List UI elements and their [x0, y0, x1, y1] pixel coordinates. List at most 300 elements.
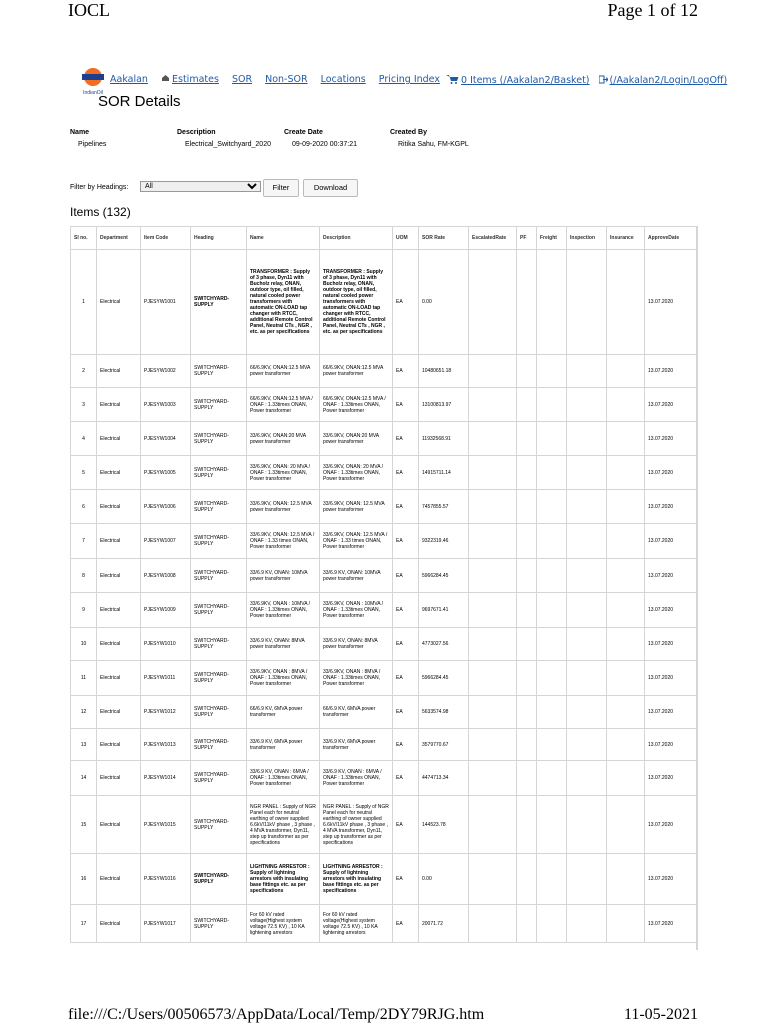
- cell-description: 33/6.9KV, ONAN: 12.5 MVA / ONAF : 1.33 times ONAN, Power transformer: [320, 524, 393, 559]
- cell-uom: EA: [393, 905, 419, 943]
- cell-description: 33/6.9 KV, ONAN: 8MVA power transformer: [320, 628, 393, 661]
- col-header-name: Name: [247, 227, 320, 250]
- cell-description: 66/6.9KV, ONAN:12.5 MVA power transformer: [320, 355, 393, 388]
- cell-department: Electrical: [97, 905, 141, 943]
- col-header-pf: PF: [517, 227, 537, 250]
- cell-item-code: PJESYW1017: [141, 905, 191, 943]
- cell-freight: [537, 456, 567, 490]
- cell-escalated-rate: [469, 559, 517, 593]
- cell-inspection: [567, 524, 607, 559]
- cell-escalated-rate: [469, 796, 517, 854]
- cell-department: Electrical: [97, 490, 141, 524]
- create-date-value: 09-09-2020 00:37:21: [292, 141, 357, 148]
- top-nav: [78, 66, 728, 96]
- col-header-uom: UOM: [393, 227, 419, 250]
- cell-sl-no: 7: [71, 524, 97, 559]
- cell-escalated-rate: [469, 854, 517, 905]
- print-header-page: Page 1 of 12: [607, 0, 698, 20]
- cell-sor-rate: 9322319.46: [419, 524, 469, 559]
- table-row: [71, 456, 697, 490]
- cell-item-code: PJESYW1016: [141, 854, 191, 905]
- cell-freight: [537, 250, 567, 355]
- table-right-edge: [696, 226, 698, 950]
- cell-sor-rate: 20071.72: [419, 905, 469, 943]
- cell-pf: [517, 696, 537, 729]
- col-header-department: Department: [97, 227, 141, 250]
- table-row: [71, 905, 697, 943]
- cell-inspection: [567, 905, 607, 943]
- cell-pf: [517, 729, 537, 761]
- cell-freight: [537, 355, 567, 388]
- cell-heading: SWITCHYARD-SUPPLY: [191, 250, 247, 355]
- name-label: Name: [70, 129, 90, 136]
- cell-insurance: [607, 854, 645, 905]
- logoff-link[interactable]: (/Aakalan2/Login/LogOff): [609, 75, 728, 86]
- cell-approve-date: 13.07.2020: [645, 422, 697, 456]
- cell-pf: [517, 559, 537, 593]
- cell-department: Electrical: [97, 729, 141, 761]
- cell-sor-rate: 144523.78: [419, 796, 469, 854]
- cell-department: Electrical: [97, 559, 141, 593]
- cell-uom: EA: [393, 422, 419, 456]
- col-header-sor-rate: SOR Rate: [419, 227, 469, 250]
- cell-sl-no: 6: [71, 490, 97, 524]
- table-body: [71, 250, 697, 943]
- cell-freight: [537, 490, 567, 524]
- cell-escalated-rate: [469, 388, 517, 422]
- cell-name: 66/6.9KV, ONAN:12.5 MVA / ONAF : 1.33times ONAN, Power transformer: [247, 388, 320, 422]
- cell-freight: [537, 593, 567, 628]
- cell-heading: SWITCHYARD-SUPPLY: [191, 490, 247, 524]
- cell-item-code: PJESYW1009: [141, 593, 191, 628]
- cell-insurance: [607, 593, 645, 628]
- cell-item-code: PJESYW1002: [141, 355, 191, 388]
- cell-name: 33/6.9KV, ONAN: 12.5 MVA / ONAF : 1.33 times ONAN, Power transformer: [247, 524, 320, 559]
- cell-item-code: PJESYW1013: [141, 729, 191, 761]
- cell-approve-date: 13.07.2020: [645, 593, 697, 628]
- cell-freight: [537, 696, 567, 729]
- cell-approve-date: 13.07.2020: [645, 250, 697, 355]
- indianoil-logo[interactable]: [78, 66, 108, 96]
- cell-sor-rate: 0.00: [419, 250, 469, 355]
- cell-sl-no: 16: [71, 854, 97, 905]
- cell-freight: [537, 388, 567, 422]
- table-row: [71, 559, 697, 593]
- cell-name: 33/6.9KV, ONAN : 10MVA / ONAF : 1.33times ONAN, Power transformer: [247, 593, 320, 628]
- cell-escalated-rate: [469, 761, 517, 796]
- cell-escalated-rate: [469, 456, 517, 490]
- cell-insurance: [607, 456, 645, 490]
- cell-insurance: [607, 761, 645, 796]
- nav-link-pricing-index[interactable]: Pricing Index: [378, 74, 440, 85]
- items-count-title: Items (132): [70, 205, 131, 219]
- cell-item-code: PJESYW1006: [141, 490, 191, 524]
- cell-uom: EA: [393, 490, 419, 524]
- cell-pf: [517, 854, 537, 905]
- cell-pf: [517, 388, 537, 422]
- cell-sl-no: 1: [71, 250, 97, 355]
- cell-escalated-rate: [469, 661, 517, 696]
- cell-sl-no: 14: [71, 761, 97, 796]
- cell-inspection: [567, 456, 607, 490]
- cell-name: TRANSFORMER : Supply of 3 phase, Dyn11 with Bucholz relay, ONAN, outdoor type, oil filled, natural cooled power transformers with automatic ON-LOAD tap changer with RTCC, additional Remote Control Panel, Neutral CTs , NGR , etc. as per specifications: [247, 250, 320, 355]
- cell-pf: [517, 524, 537, 559]
- cell-approve-date: 13.07.2020: [645, 761, 697, 796]
- cell-escalated-rate: [469, 355, 517, 388]
- col-header-inspection: Inspection: [567, 227, 607, 250]
- cell-sl-no: 15: [71, 796, 97, 854]
- cell-inspection: [567, 761, 607, 796]
- cell-insurance: [607, 905, 645, 943]
- cell-item-code: PJESYW1001: [141, 250, 191, 355]
- cell-sl-no: 13: [71, 729, 97, 761]
- cell-item-code: PJESYW1010: [141, 628, 191, 661]
- cell-insurance: [607, 524, 645, 559]
- cell-sor-rate: 11932568.91: [419, 422, 469, 456]
- cell-name: 66/6.9 KV, 6MVA power transformer: [247, 696, 320, 729]
- cell-name: For 60 kV rated voltage(Highest system voltage 72.5 KV) , 10 KA lightening arrestors: [247, 905, 320, 943]
- cell-approve-date: 13.07.2020: [645, 854, 697, 905]
- cell-insurance: [607, 628, 645, 661]
- print-footer: [0, 1006, 768, 1024]
- filter-label: Filter by Headings:: [70, 184, 129, 191]
- nav-link-estimates[interactable]: Estimates: [172, 74, 219, 85]
- cell-pf: [517, 593, 537, 628]
- cell-item-code: PJESYW1012: [141, 696, 191, 729]
- cell-insurance: [607, 696, 645, 729]
- cell-pf: [517, 905, 537, 943]
- create-date-label: Create Date: [284, 129, 323, 136]
- cell-escalated-rate: [469, 422, 517, 456]
- cell-pf: [517, 250, 537, 355]
- cell-approve-date: 13.07.2020: [645, 524, 697, 559]
- cell-sl-no: 2: [71, 355, 97, 388]
- cell-item-code: PJESYW1007: [141, 524, 191, 559]
- cell-name: 33/6.9KV, ONAN : 8MVA / ONAF : 1.33times ONAN, Power transformer: [247, 661, 320, 696]
- cell-sor-rate: 5966284.45: [419, 559, 469, 593]
- cell-uom: EA: [393, 661, 419, 696]
- cell-inspection: [567, 696, 607, 729]
- cell-approve-date: 13.07.2020: [645, 559, 697, 593]
- cell-approve-date: 13.07.2020: [645, 628, 697, 661]
- cell-inspection: [567, 250, 607, 355]
- cell-inspection: [567, 422, 607, 456]
- cell-escalated-rate: [469, 729, 517, 761]
- cell-heading: SWITCHYARD-SUPPLY: [191, 661, 247, 696]
- table-row: [71, 729, 697, 761]
- cell-approve-date: 13.07.2020: [645, 905, 697, 943]
- cell-sl-no: 12: [71, 696, 97, 729]
- col-header-description: Description: [320, 227, 393, 250]
- cell-insurance: [607, 661, 645, 696]
- nav-link-non-sor[interactable]: Non-SOR: [265, 74, 308, 85]
- name-value: Pipelines: [78, 141, 107, 148]
- table-row: [71, 854, 697, 905]
- col-header-insurance: Insurance: [607, 227, 645, 250]
- cell-heading: SWITCHYARD-SUPPLY: [191, 905, 247, 943]
- table-row: [71, 490, 697, 524]
- cell-name: 33/6.9KV, ONAN: 12.5 MVA power transformer: [247, 490, 320, 524]
- cell-sl-no: 9: [71, 593, 97, 628]
- table-row: [71, 422, 697, 456]
- cell-insurance: [607, 250, 645, 355]
- cell-department: Electrical: [97, 661, 141, 696]
- col-header-escalated-rate: EscalatedRate: [469, 227, 517, 250]
- table-row: [71, 696, 697, 729]
- cell-escalated-rate: [469, 250, 517, 355]
- cell-department: Electrical: [97, 388, 141, 422]
- table-row: [71, 524, 697, 559]
- cell-sor-rate: 4474713.34: [419, 761, 469, 796]
- cell-uom: EA: [393, 796, 419, 854]
- cell-insurance: [607, 796, 645, 854]
- cell-freight: [537, 729, 567, 761]
- cell-description: 66/6.9KV, ONAN:12.5 MVA / ONAF : 1.33times ONAN, Power transformer: [320, 388, 393, 422]
- cell-department: Electrical: [97, 355, 141, 388]
- created-by-value: Ritika Sahu, FM-KGPL: [398, 141, 469, 148]
- cell-name: LIGHTNING ARRESTOR : Supply of lightning arrestors with insulating base fittings etc. as per specifications: [247, 854, 320, 905]
- user-links: [446, 74, 733, 87]
- cell-description: 33/6.9KV, ONAN: 20 MVA / ONAF : 1.33times ONAN, Power transformer: [320, 456, 393, 490]
- print-footer-date: 11-05-2021: [623, 1006, 698, 1023]
- cell-pf: [517, 490, 537, 524]
- cell-approve-date: 13.07.2020: [645, 388, 697, 422]
- cell-uom: EA: [393, 854, 419, 905]
- table-row: [71, 761, 697, 796]
- cell-approve-date: 13.07.2020: [645, 490, 697, 524]
- col-header-item-code: Item Code: [141, 227, 191, 250]
- cell-description: 33/6.9KV, ONAN : 10MVA / ONAF : 1.33times ONAN, Power transformer: [320, 593, 393, 628]
- cell-heading: SWITCHYARD-SUPPLY: [191, 761, 247, 796]
- scale-icon: [161, 74, 170, 85]
- table-row: [71, 355, 697, 388]
- col-header-sl-no: Sl no.: [71, 227, 97, 250]
- cell-uom: EA: [393, 593, 419, 628]
- cell-approve-date: 13.07.2020: [645, 729, 697, 761]
- cell-freight: [537, 628, 567, 661]
- cell-heading: SWITCHYARD-SUPPLY: [191, 696, 247, 729]
- cell-name: 33/6.9 KV, ONAN : 6MVA / ONAF : 1.33times ONAN, Power transformer: [247, 761, 320, 796]
- cell-pf: [517, 628, 537, 661]
- cell-inspection: [567, 593, 607, 628]
- print-header: [0, 0, 768, 22]
- cell-description: 33/6.9KV, ONAN : 8MVA / ONAF : 1.33times ONAN, Power transformer: [320, 661, 393, 696]
- cell-sor-rate: 13100813.97: [419, 388, 469, 422]
- cell-insurance: [607, 559, 645, 593]
- cell-description: NGR PANEL : Supply of NGR Panel each for neutral earthing of owner supplied 6.6kV/11kV phase , 3 phase , 4 MVA transformer, Dyn11, step up transformer as per specifications: [320, 796, 393, 854]
- cell-sl-no: 17: [71, 905, 97, 943]
- cell-heading: SWITCHYARD-SUPPLY: [191, 854, 247, 905]
- cell-name: 66/6.9KV, ONAN:12.5 MVA power transformer: [247, 355, 320, 388]
- cell-uom: EA: [393, 355, 419, 388]
- cell-item-code: PJESYW1004: [141, 422, 191, 456]
- cell-heading: SWITCHYARD-SUPPLY: [191, 559, 247, 593]
- cell-heading: SWITCHYARD-SUPPLY: [191, 524, 247, 559]
- cell-sor-rate: 0.00: [419, 854, 469, 905]
- cell-pf: [517, 355, 537, 388]
- cell-uom: EA: [393, 524, 419, 559]
- cell-pf: [517, 661, 537, 696]
- cell-item-code: PJESYW1014: [141, 761, 191, 796]
- col-header-approve-date: ApproveDate: [645, 227, 697, 250]
- cell-pf: [517, 456, 537, 490]
- created-by-label: Created By: [390, 129, 427, 136]
- cell-department: Electrical: [97, 456, 141, 490]
- cell-inspection: [567, 628, 607, 661]
- cell-uom: EA: [393, 628, 419, 661]
- table-row: [71, 796, 697, 854]
- cell-name: 33/6.9 KV, 6MVA power transformer: [247, 729, 320, 761]
- cell-inspection: [567, 490, 607, 524]
- cell-escalated-rate: [469, 524, 517, 559]
- cell-uom: EA: [393, 729, 419, 761]
- cell-pf: [517, 422, 537, 456]
- cell-inspection: [567, 661, 607, 696]
- cell-name: 33/6.9 KV, ONAN: 10MVA power transformer: [247, 559, 320, 593]
- cell-freight: [537, 796, 567, 854]
- cell-sl-no: 10: [71, 628, 97, 661]
- cell-sor-rate: 7457855.57: [419, 490, 469, 524]
- cell-department: Electrical: [97, 524, 141, 559]
- cell-inspection: [567, 388, 607, 422]
- cell-escalated-rate: [469, 628, 517, 661]
- cell-escalated-rate: [469, 490, 517, 524]
- cell-heading: SWITCHYARD-SUPPLY: [191, 355, 247, 388]
- logoff-icon: [599, 75, 608, 87]
- cell-uom: EA: [393, 696, 419, 729]
- print-footer-path: file:///C:/Users/00506573/AppData/Local/Temp/2DY79RJG.htm: [68, 1006, 485, 1023]
- cell-freight: [537, 854, 567, 905]
- cell-name: 33/6.9KV, ONAN:20 MVA power transformer: [247, 422, 320, 456]
- cell-department: Electrical: [97, 696, 141, 729]
- svg-text:IndianOil: IndianOil: [83, 90, 103, 96]
- nav-link-locations[interactable]: Locations: [320, 74, 366, 85]
- cell-department: Electrical: [97, 854, 141, 905]
- cell-approve-date: 13.07.2020: [645, 456, 697, 490]
- cell-approve-date: 13.07.2020: [645, 696, 697, 729]
- table-row: [71, 628, 697, 661]
- cell-pf: [517, 796, 537, 854]
- cell-heading: SWITCHYARD-SUPPLY: [191, 456, 247, 490]
- cell-escalated-rate: [469, 905, 517, 943]
- cell-sl-no: 4: [71, 422, 97, 456]
- cell-sl-no: 11: [71, 661, 97, 696]
- cell-heading: SWITCHYARD-SUPPLY: [191, 422, 247, 456]
- cell-sor-rate: 10480651.18: [419, 355, 469, 388]
- cell-description: TRANSFORMER : Supply of 3 phase, Dyn11 with Bucholz relay, ONAN, outdoor type, oil filled, natural cooled power transformers with automatic ON-LOAD tap changer with RTCC, additional Remote Control Panel, Neutral CTs , NGR , etc. as per specifications: [320, 250, 393, 355]
- description-label: Description: [177, 129, 216, 136]
- cell-description: 66/6.9 KV, 6MVA power transformer: [320, 696, 393, 729]
- basket-link[interactable]: 0 Items (/Aakalan2/Basket): [461, 75, 590, 86]
- cell-inspection: [567, 355, 607, 388]
- col-header-heading: Heading: [191, 227, 247, 250]
- download-button[interactable]: Download: [303, 179, 358, 197]
- table-header-row: [71, 227, 697, 250]
- cell-freight: [537, 661, 567, 696]
- cell-uom: EA: [393, 761, 419, 796]
- cell-department: Electrical: [97, 628, 141, 661]
- page-title: SOR Details: [98, 93, 181, 110]
- cell-item-code: PJESYW1005: [141, 456, 191, 490]
- cart-icon: [446, 74, 459, 87]
- cell-insurance: [607, 490, 645, 524]
- cell-department: Electrical: [97, 422, 141, 456]
- cell-department: Electrical: [97, 761, 141, 796]
- cell-description: 33/6.9 KV, 6MVA power transformer: [320, 729, 393, 761]
- cell-name: 33/6.9KV, ONAN: 20 MVA / ONAF : 1.33times ONAN, Power transformer: [247, 456, 320, 490]
- cell-description: 33/6.9KV, ONAN: 12.5 MVA power transformer: [320, 490, 393, 524]
- cell-approve-date: 13.07.2020: [645, 796, 697, 854]
- cell-freight: [537, 422, 567, 456]
- cell-sor-rate: 5966284.45: [419, 661, 469, 696]
- cell-heading: SWITCHYARD-SUPPLY: [191, 388, 247, 422]
- cell-insurance: [607, 388, 645, 422]
- cell-name: NGR PANEL : Supply of NGR Panel each for neutral earthing of owner supplied 6.6kV/11kV phase , 3 phase , 4 MVA transformer, Dyn11, step up transformer as per specifications: [247, 796, 320, 854]
- table-row: [71, 250, 697, 355]
- cell-sl-no: 8: [71, 559, 97, 593]
- cell-approve-date: 13.07.2020: [645, 355, 697, 388]
- cell-sor-rate: 4773027.56: [419, 628, 469, 661]
- table-row: [71, 388, 697, 422]
- cell-inspection: [567, 796, 607, 854]
- cell-item-code: PJESYW1003: [141, 388, 191, 422]
- cell-sl-no: 5: [71, 456, 97, 490]
- cell-approve-date: 13.07.2020: [645, 661, 697, 696]
- cell-department: Electrical: [97, 250, 141, 355]
- nav-link-aakalan[interactable]: Aakalan: [110, 74, 148, 85]
- cell-freight: [537, 524, 567, 559]
- cell-department: Electrical: [97, 593, 141, 628]
- cell-sor-rate: 5633574.98: [419, 696, 469, 729]
- nav-links: [110, 74, 450, 85]
- cell-uom: EA: [393, 559, 419, 593]
- cell-item-code: PJESYW1008: [141, 559, 191, 593]
- cell-name: 33/6.9 KV, ONAN: 8MVA power transformer: [247, 628, 320, 661]
- cell-pf: [517, 761, 537, 796]
- cell-description: 33/6.9KV, ONAN:20 MVA power transformer: [320, 422, 393, 456]
- cell-freight: [537, 761, 567, 796]
- cell-freight: [537, 905, 567, 943]
- table-row: [71, 593, 697, 628]
- cell-heading: SWITCHYARD-SUPPLY: [191, 628, 247, 661]
- cell-description: 33/6.9 KV, ONAN: 10MVA power transformer: [320, 559, 393, 593]
- cell-sl-no: 3: [71, 388, 97, 422]
- cell-inspection: [567, 854, 607, 905]
- description-value: Electrical_Switchyard_2020: [185, 141, 271, 148]
- cell-heading: SWITCHYARD-SUPPLY: [191, 593, 247, 628]
- cell-sor-rate: 3579770.67: [419, 729, 469, 761]
- cell-insurance: [607, 355, 645, 388]
- filter-button[interactable]: Filter: [263, 179, 299, 197]
- cell-sor-rate: 14915711.14: [419, 456, 469, 490]
- cell-heading: SWITCHYARD-SUPPLY: [191, 729, 247, 761]
- cell-freight: [537, 559, 567, 593]
- cell-sor-rate: 9697671.41: [419, 593, 469, 628]
- cell-inspection: [567, 559, 607, 593]
- cell-item-code: PJESYW1011: [141, 661, 191, 696]
- print-header-title: IOCL: [68, 0, 110, 20]
- cell-item-code: PJESYW1015: [141, 796, 191, 854]
- cell-uom: EA: [393, 456, 419, 490]
- nav-link-sor[interactable]: SOR: [231, 74, 253, 85]
- cell-insurance: [607, 729, 645, 761]
- heading-filter-select[interactable]: [140, 181, 261, 192]
- cell-insurance: [607, 422, 645, 456]
- cell-escalated-rate: [469, 593, 517, 628]
- cell-uom: EA: [393, 250, 419, 355]
- cell-inspection: [567, 729, 607, 761]
- cell-department: Electrical: [97, 796, 141, 854]
